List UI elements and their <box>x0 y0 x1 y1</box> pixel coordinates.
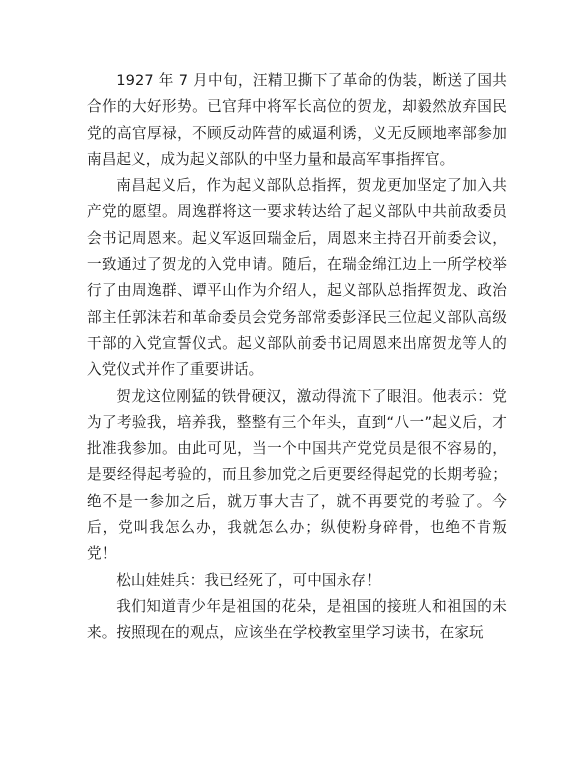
paragraph-helong-oath-speech: 贺龙这位刚猛的铁骨硬汉，激动得流下了眼泪。他表示：党为了考验我，培养我，整整有三个年头，直到“八一”起义后，才批准我参加。由此可见，当一个中国共产党党员是很不容易的，是要经得起考验的，而且参加党之后更要经得起党的长期考验；绝不是一参加之后，就万事大吉了，就不再要党的考验了。今后，党叫我怎么办，我就怎么办；纵使粉身碎骨，也绝不肯叛党！ <box>87 387 507 563</box>
paragraph-helong-party-application: 南昌起义后，作为起义部队总指挥，贺龙更加坚定了加入共产党的愿望。周逸群将这一要求转达给了起义部队中共前敌委员会书记周恩来。起义军返回瑞金后，周恩来主持召开前委会议，一致通过了贺龙的入党申请。随后，在瑞金绵江边上一所学校举行了由周逸群、谭平山作为介绍人，起义部队总指挥贺龙、政治部主任郭沫若和革命委员会党务部常委彭泽民三位起义部队高级干部的入党宣誓仪式。起义部队前委书记周恩来出席贺龙等人的入党仪式并作了重要讲话。 <box>87 177 507 379</box>
document-body <box>87 68 507 647</box>
paragraph-helong-nanchang-uprising: 1927 年 7 月中旬，汪精卫撕下了革命的伪装，断送了国共合作的大好形势。已官拜中将军长高位的贺龙，却毅然放弃国民党的高官厚禄，不顾反动阵营的威逼利诱，义无反顾地率部参加南昌起义，成为起义部队的中坚力量和最高军事指挥官。 <box>87 72 507 168</box>
section-heading: 松山娃娃兵：我已经死了，可中国永存！ <box>116 571 381 589</box>
paragraph-youth-intro: 我们知道青少年是祖国的花朵，是祖国的接班人和祖国的未来。按照现在的观点，应该坐在学校教室里学习读书，在家玩 <box>87 597 507 642</box>
